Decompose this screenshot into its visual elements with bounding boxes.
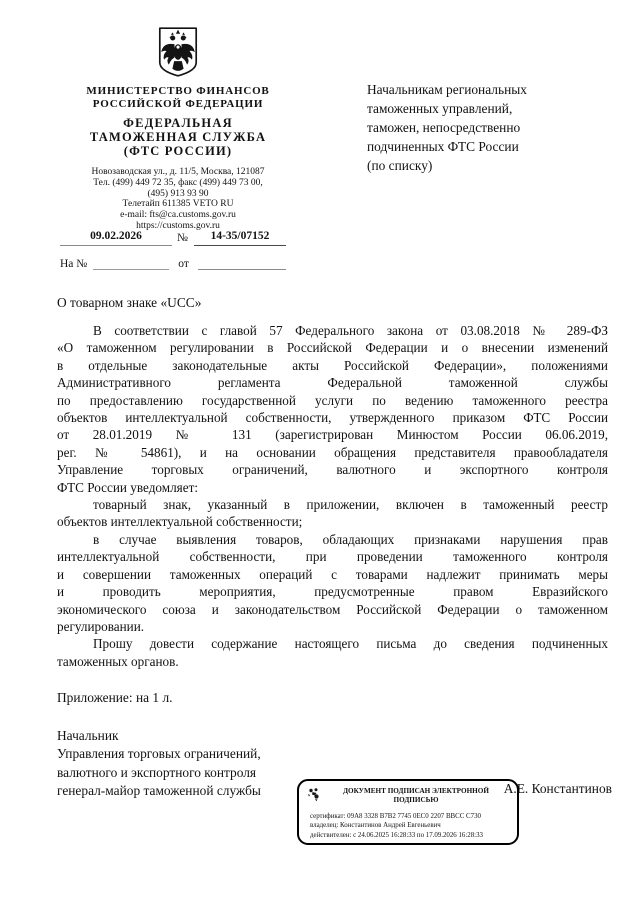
letter-number: 14-35/07152 bbox=[194, 230, 286, 246]
reply-date-blank bbox=[198, 256, 286, 270]
ministry-name-line2: РОССИЙСКОЙ ФЕДЕРАЦИИ bbox=[92, 97, 264, 110]
body-line: по предоставлению государственной услуги по ведению таможенного реестра bbox=[57, 392, 608, 408]
reply-number-label: На № bbox=[60, 258, 88, 270]
signature-line: генерал-майор таможенной службы bbox=[57, 783, 261, 799]
stamp-title-line2: ПОДПИСЬЮ bbox=[393, 795, 439, 804]
body-line: интеллектуальной собственности, при проведении таможенного контроля bbox=[57, 549, 608, 565]
addressee-block bbox=[367, 80, 607, 175]
addressee-line: (по списку) bbox=[367, 158, 433, 173]
addressee-line: таможенных управлений, bbox=[367, 101, 513, 116]
reply-number-blank bbox=[93, 256, 169, 270]
body-line: В соответствии с главой 57 Федерального закона от 03.08.2018 № 289-ФЗ bbox=[93, 323, 608, 338]
body-line: рег. № 54861), и на основании обращения представителя правообладателя bbox=[57, 444, 608, 460]
body-line: ФТС России уведомляет: bbox=[57, 479, 199, 495]
reference-block bbox=[60, 230, 292, 270]
letterhead-contact-line: Тел. (499) 449 72 35, факс (499) 449 73 00, bbox=[93, 177, 263, 188]
body-line: в случае выявления товаров, обладающих признаками нарушения прав bbox=[93, 531, 608, 547]
stamp-details bbox=[310, 812, 509, 841]
letter-body bbox=[57, 322, 608, 670]
letterhead-contact-line: Телетайп 611385 VETO RU bbox=[122, 199, 234, 210]
stamp-detail-line: действителен: с 24.06.2025 16:28:33 по 17.09.2026 16:28:33 bbox=[310, 831, 483, 839]
addressee-line: таможен, непосредственно bbox=[367, 120, 521, 135]
body-line: таможенных органов. bbox=[57, 653, 179, 669]
body-line: объектов интеллектуальной собственности, утвержденного приказом ФТС России bbox=[57, 410, 608, 426]
body-line: от 28.01.2019 № 131 (зарегистрирован Минюстом России 06.06.2019, bbox=[57, 427, 608, 443]
letterhead-contact-line: e-mail: fts@ca.customs.gov.ru bbox=[120, 210, 236, 221]
addressee-line: Начальникам региональных bbox=[367, 82, 527, 97]
body-line: экономического союза и законодательством Российской Федерации о таможенном bbox=[57, 601, 608, 617]
body-line: в отдельные законодательные акты Российской Федерации», положениями bbox=[57, 357, 608, 373]
body-line: Административного регламента Федеральной таможенной службы bbox=[57, 375, 608, 391]
stamp-detail-line: владелец: Константинов Андрей Евгеньевич bbox=[310, 822, 441, 830]
letterhead bbox=[58, 26, 298, 232]
letter-date: 09.02.2026 bbox=[60, 230, 172, 246]
stamp-detail-line: сертификат: 09A8 3328 B7B2 7745 0EC0 2207 BBCC C730 bbox=[310, 812, 481, 820]
subject-line: О товарном знаке «UCC» bbox=[57, 295, 202, 310]
attachment-note: Приложение: на 1 л. bbox=[57, 690, 173, 705]
agency-name-line3: (ФТС РОССИИ) bbox=[123, 144, 233, 158]
body-line: и совершении таможенных операций с товарами надлежит принимать меры bbox=[57, 566, 608, 582]
body-line: Управление торговых ограничений, валютного и экспортного контроля bbox=[57, 462, 608, 478]
reply-from-label: от bbox=[178, 258, 189, 270]
reply-reference-row bbox=[60, 256, 292, 270]
signer-name: А.Е. Константинов bbox=[503, 781, 612, 796]
body-line: товарный знак, указанный в приложении, включен в таможенный реестр bbox=[93, 497, 608, 513]
ministry-name-line1: МИНИСТЕРСТВО ФИНАНСОВ bbox=[86, 85, 270, 97]
signature-line: Начальник bbox=[57, 728, 119, 743]
number-sign: № bbox=[177, 232, 188, 244]
letterhead-contact-line: Новозаводская ул., д. 11/5, Москва, 121087 bbox=[91, 167, 265, 177]
signature-line: валютного и экспортного контроля bbox=[57, 764, 257, 780]
body-line: Прошу довести содержание настоящего письма до сведения подчиненных bbox=[93, 636, 608, 652]
body-line: «О таможенном регулировании в Российской Федерации и о внесении изменений bbox=[57, 340, 608, 356]
stamp-title-line1: ДОКУМЕНТ ПОДПИСАН ЭЛЕКТРОННОЙ bbox=[343, 787, 489, 795]
agency-name-line1: ФЕДЕРАЛЬНАЯ bbox=[123, 116, 233, 130]
letterhead-contacts bbox=[58, 167, 298, 232]
coat-of-arms-icon bbox=[157, 26, 199, 78]
date-number-row bbox=[60, 230, 292, 246]
body-line: объектов интеллектуальной собственности; bbox=[57, 514, 303, 530]
stamp-emblem-icon bbox=[307, 787, 321, 802]
e-signature-stamp bbox=[297, 779, 519, 845]
body-line: и проводить мероприятия, предусмотренные правом Евразийского bbox=[57, 584, 608, 600]
body-line: регулировании. bbox=[57, 618, 145, 634]
signature-line: Управления торговых ограничений, bbox=[57, 746, 261, 762]
letterhead-contact-line: https://customs.gov.ru bbox=[136, 220, 220, 231]
addressee-line: подчиненных ФТС России bbox=[367, 139, 519, 154]
agency-name-line2: ТАМОЖЕННАЯ СЛУЖБА bbox=[89, 130, 267, 144]
letterhead-contact-line: (495) 913 93 90 bbox=[147, 188, 209, 199]
